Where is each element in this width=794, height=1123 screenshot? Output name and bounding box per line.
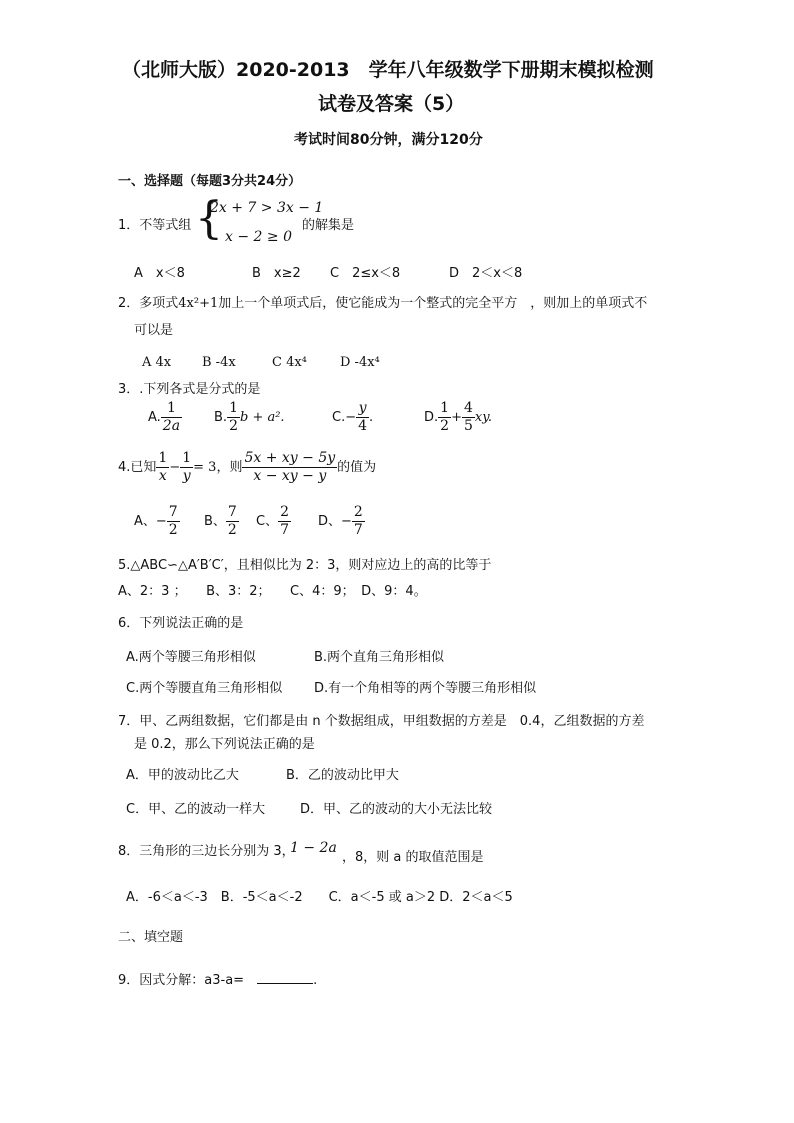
document-title-line1: （北师大版）2020-2013 学年八年级数学下册期末模拟检测 bbox=[122, 59, 654, 81]
exam-info: 考试时间80分钟，满分120分 bbox=[294, 132, 483, 148]
q3-option-d: D. $\frac{1}{2}$ + $\frac{4}{5}$ xy. bbox=[424, 400, 492, 434]
q2-option-b: B -4x bbox=[202, 355, 236, 370]
q9-answer-blank[interactable] bbox=[257, 971, 313, 984]
q1-option-b: B x≥2 bbox=[252, 266, 301, 281]
q2-option-c: C 4x⁴ bbox=[272, 355, 307, 370]
q4-option-c: C、 $\frac{2}{7}$ bbox=[256, 504, 289, 538]
q3-option-c: C.− $\frac{y}{4}$ . bbox=[332, 400, 374, 434]
q8-expression: 1 − 2a bbox=[290, 840, 337, 856]
q2-line2: 可以是 bbox=[134, 323, 174, 338]
q1-option-a: A x＜8 bbox=[134, 266, 185, 281]
q6-option-b: B.两个直角三角形相似 bbox=[314, 650, 445, 665]
q6-option-a: A.两个等腰三角形相似 bbox=[126, 650, 256, 665]
q1-brace: { bbox=[195, 193, 223, 244]
q4-stem: 4.已知 $\frac{1}{x}$ − $\frac{1}{y}$ = 3，则 $\frac{5x + xy - 5y}{x - xy - y}$ 的值为 bbox=[118, 450, 377, 484]
document-title-line2: 试卷及答案（5） bbox=[318, 93, 465, 115]
q1-inequality-2: x − 2 ≥ 0 bbox=[225, 229, 292, 245]
q9-stem: 9．因式分解：a3-a= . bbox=[118, 973, 318, 988]
q3-stem: 3．.下列各式是分式的是 bbox=[118, 382, 261, 397]
q8-options: A．-6＜a＜-3 B．-5＜a＜-2 C．a＜-5 或 a＞2 D．2＜a＜5 bbox=[126, 890, 513, 905]
q7-option-b: B．乙的波动比甲大 bbox=[286, 768, 399, 783]
q6-option-d: D.有一个角相等的两个等腰三角形相似 bbox=[314, 681, 537, 696]
q5-options: A、2：3 ； B、3：2； C、4：9； D、9：4。 bbox=[118, 584, 427, 599]
q3-option-a: A. $\frac{1}{2a}$ bbox=[148, 400, 181, 434]
q2-option-d: D -4x⁴ bbox=[340, 355, 380, 370]
q7-option-a: A．甲的波动比乙大 bbox=[126, 768, 239, 783]
q6-option-c: C.两个等腰直角三角形相似 bbox=[126, 681, 283, 696]
q1-suffix: 的解集是 bbox=[302, 218, 355, 233]
q7-line1: 7．甲、乙两组数据，它们都是由 n 个数据组成，甲组数据的方差是 0.4，乙组数据的方差 bbox=[118, 714, 645, 729]
q6-stem: 6．下列说法正确的是 bbox=[118, 616, 244, 631]
q7-line2: 是 0.2，那么下列说法正确的是 bbox=[134, 737, 315, 752]
q1-option-c: C 2≤x＜8 bbox=[330, 266, 401, 281]
q4-option-a: A、− $\frac{7}{2}$ bbox=[134, 504, 178, 538]
q2-option-a: A 4x bbox=[142, 355, 172, 370]
q1-option-d: D 2＜x＜8 bbox=[449, 266, 523, 281]
section-heading-fill: 二、填空题 bbox=[118, 930, 184, 945]
q8-prefix: 8．三角形的三边长分别为 3， bbox=[118, 844, 295, 859]
q5-stem: 5.△ABC∽△A′B′C′，且相似比为 2：3，则对应边上的高的比等于 bbox=[118, 558, 492, 573]
q2-line1-a: 2．多项式 bbox=[118, 296, 179, 311]
q1-prefix: 1．不等式组 bbox=[118, 218, 192, 233]
q2-line1-b: 加上一个单项式后，使它能成为一个整式的完全平方 ，则加上的单项式不 bbox=[218, 296, 648, 311]
q7-option-d: D．甲、乙的波动的大小无法比较 bbox=[300, 802, 493, 817]
section-heading-choice: 一、选择题（每题3分共24分） bbox=[118, 174, 302, 189]
q1-inequality-1: 2x + 7 > 3x − 1 bbox=[210, 200, 324, 216]
q3-option-b: B. $\frac{1}{2}$ b + a². bbox=[214, 400, 285, 434]
q7-option-c: C．甲、乙的波动一样大 bbox=[126, 802, 266, 817]
q8-suffix: ，8，则 a 的取值范围是 bbox=[342, 850, 484, 865]
q4-option-b: B、 $\frac{7}{2}$ bbox=[204, 504, 237, 538]
q2-polynomial: 4x²+1 bbox=[178, 296, 219, 311]
q4-option-d: D、− $\frac{2}{7}$ bbox=[318, 504, 363, 538]
